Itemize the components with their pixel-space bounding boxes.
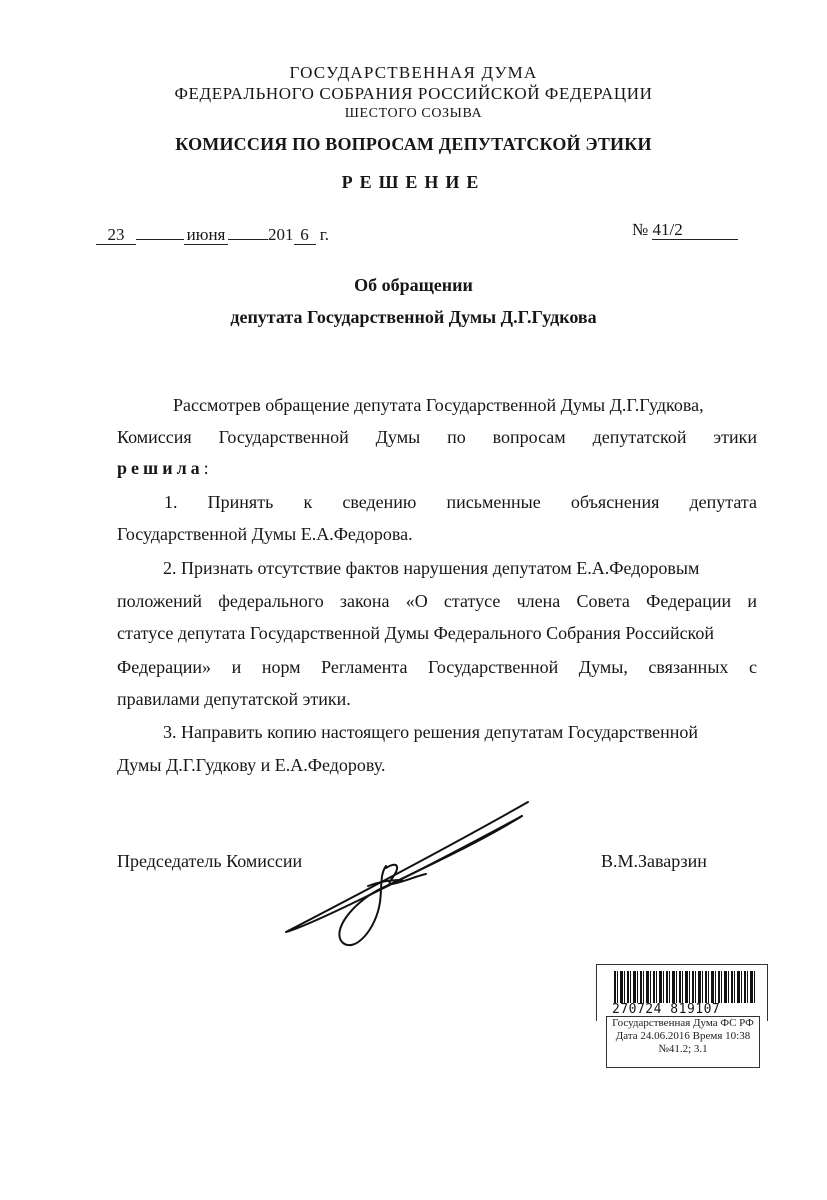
item-2-line-5: правилами депутатской этики.: [117, 689, 351, 709]
subject-line-1: Об обращении: [354, 275, 473, 295]
handwritten-signature-icon: [250, 790, 550, 960]
date-month: июня: [184, 225, 228, 245]
item-2-line-2: положений федерального закона «О статусе члена Совета Федерации и: [117, 591, 757, 611]
resolved-colon: :: [203, 458, 209, 478]
number-value: 41/2: [652, 220, 738, 240]
date-year-suffix: г.: [319, 225, 330, 244]
number-label: №: [632, 220, 649, 239]
header-org: ГОСУДАРСТВЕННАЯ ДУМА: [289, 63, 538, 82]
header-parliament: ФЕДЕРАЛЬНОГО СОБРАНИЯ РОССИЙСКОЙ ФЕДЕРАЦИИ: [174, 84, 653, 103]
item-2-line-4: Федерации» и норм Регламента Государственной Думы, связанных с: [117, 657, 757, 677]
decision-number: [632, 220, 738, 240]
header-commission: КОМИССИЯ ПО ВОПРОСАМ ДЕПУТАТСКОЙ ЭТИКИ: [175, 134, 652, 154]
item-2-line-3: статусе депутата Государственной Думы Федерального Собрания Российской: [117, 623, 715, 643]
subject-line-2: депутата Государственной Думы Д.Г.Гудкова: [230, 307, 597, 327]
date-year-prefix: 201: [268, 225, 294, 244]
item-3-line-2: Думы Д.Г.Гудкову и Е.А.Федорову.: [117, 755, 386, 775]
barcode-number: 270724 819107: [612, 1002, 721, 1017]
resolved-word: решила: [117, 458, 204, 478]
barcode-icon: [614, 971, 756, 1003]
resolved-line: [117, 458, 209, 479]
date-day: 23: [96, 225, 136, 245]
stamp-line-1: Государственная Дума ФС РФ: [612, 1017, 754, 1029]
date-year-digit: 6: [294, 225, 316, 245]
paragraph-1-line-1: Рассмотрев обращение депутата Государственной Думы Д.Г.Гудкова,: [173, 395, 704, 415]
item-1-line-1: 1. Принять к сведению письменные объяснения депутата: [164, 492, 757, 512]
stamp-line-3: №41.2; 3.1: [658, 1043, 708, 1055]
signatory-name: В.М.Заварзин: [601, 851, 707, 871]
signatory-position: Председатель Комиссии: [117, 851, 303, 871]
item-2-line-1: 2. Признать отсутствие фактов нарушения депутатом Е.А.Федоровым: [163, 558, 700, 578]
date-line: [96, 220, 329, 245]
registration-stamp: [606, 1016, 760, 1068]
header-convocation: ШЕСТОГО СОЗЫВА: [344, 106, 483, 121]
item-3-line-1: 3. Направить копию настоящего решения депутатам Государственной: [163, 722, 698, 742]
paragraph-1-line-2: Комиссия Государственной Думы по вопросам депутатской этики: [117, 427, 757, 447]
stamp-line-2: Дата 24.06.2016 Время 10:38: [615, 1030, 751, 1042]
decision-title: РЕШЕНИЕ: [341, 172, 486, 192]
item-1-line-2: Государственной Думы Е.А.Федорова.: [117, 524, 413, 544]
